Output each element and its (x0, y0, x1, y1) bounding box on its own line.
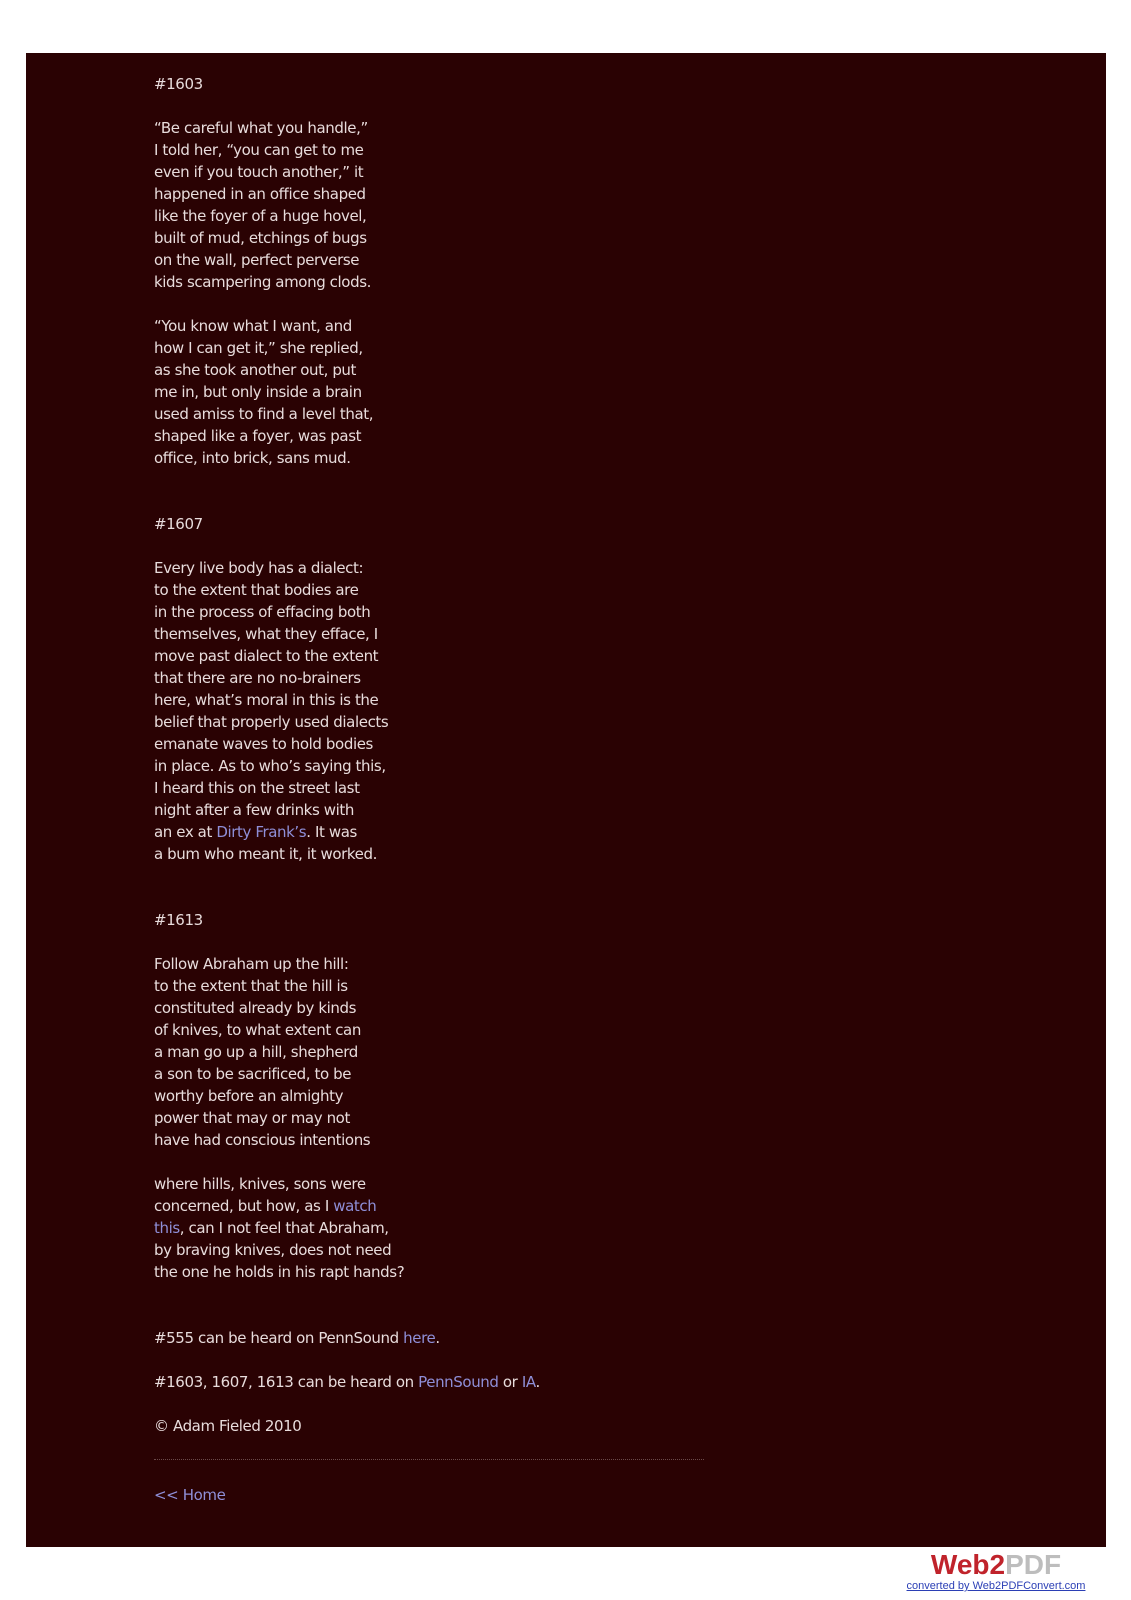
dirty-franks-link[interactable]: Dirty Frank’s (216, 823, 307, 841)
poem-line: how I can get it,” she replied, (154, 339, 363, 357)
note-text: . (535, 1373, 540, 1391)
poem-line: night after a few drinks with (154, 801, 354, 819)
poem-line: in the process of effacing both (154, 603, 371, 621)
poem-line: have had conscious intentions (154, 1131, 371, 1149)
home-link[interactable]: << Home (154, 1486, 226, 1504)
poem-line: to the extent that the hill is (154, 977, 348, 995)
poem-line: emanate waves to hold bodies (154, 735, 373, 753)
poem-line: move past dialect to the extent (154, 647, 379, 665)
poem-line-with-link (154, 1217, 754, 1239)
poem-number-1613: #1613 (154, 911, 203, 929)
note-text: . (435, 1329, 440, 1347)
pennsound-here-link[interactable]: here (403, 1329, 436, 1347)
post-content (154, 73, 754, 1506)
poem-line: office, into brick, sans mud. (154, 449, 351, 467)
poem-separator (154, 1305, 754, 1327)
poem-line: used amiss to find a level that, (154, 405, 374, 423)
poem-line: me in, but only inside a brain (154, 383, 362, 401)
note-audio (154, 1371, 754, 1393)
poem-line: a man go up a hill, shepherd (154, 1043, 358, 1061)
poem-line: by braving knives, does not need (154, 1241, 392, 1259)
logo-two: 2 (989, 1549, 1006, 1580)
poem-line: like the foyer of a huge hovel, (154, 207, 367, 225)
poem-line: a bum who meant it, it worked. (154, 845, 377, 863)
poem-separator (154, 887, 754, 909)
note-text: or (498, 1373, 522, 1391)
poem-line: I told her, “you can get to me (154, 141, 364, 159)
poem-line-with-link (154, 1195, 754, 1217)
poem-1613-stanza-1 (154, 953, 754, 1151)
watch-this-link-continued[interactable]: this (154, 1219, 180, 1237)
poem-1603-stanza-1 (154, 117, 754, 293)
poem-text: , can I not feel that Abraham, (179, 1219, 389, 1237)
poem-1607-stanza (154, 557, 754, 865)
poem-line: built of mud, etchings of bugs (154, 229, 367, 247)
poem-line: Follow Abraham up the hill: (154, 955, 349, 973)
poem-line: where hills, knives, sons were (154, 1175, 366, 1193)
poem-line: happened in an office shaped (154, 185, 366, 203)
poem-line: the one he holds in his rapt hands? (154, 1263, 405, 1281)
poem-line: here, what’s moral in this is the (154, 691, 379, 709)
poem-1613-stanza-2 (154, 1173, 754, 1283)
poem-number-1603: #1603 (154, 75, 203, 93)
poem-line: that there are no no-brainers (154, 669, 361, 687)
page-background (26, 53, 1106, 1547)
poem-line: belief that properly used dialects (154, 713, 389, 731)
poem-1603-stanza-2 (154, 315, 754, 469)
poem-line: constituted already by kinds (154, 999, 357, 1017)
poem-line: I heard this on the street last (154, 779, 360, 797)
poem-line: shaped like a foyer, was past (154, 427, 362, 445)
poem-number-1607: #1607 (154, 515, 203, 533)
poem-line: even if you touch another,” it (154, 163, 364, 181)
copyright: © Adam Fieled 2010 (154, 1417, 302, 1435)
poem-text: concerned, but how, as I (154, 1197, 334, 1215)
poem-line-with-link (154, 821, 754, 843)
note-text: #555 can be heard on PennSound (154, 1329, 404, 1347)
logo-pdf: PDF (1005, 1549, 1062, 1580)
poem-line: themselves, what they efface, I (154, 625, 378, 643)
web2pdf-logo (901, 1550, 1091, 1580)
pennsound-link[interactable]: PennSound (418, 1373, 499, 1391)
ia-link[interactable]: IA (521, 1373, 536, 1391)
poem-line: worthy before an almighty (154, 1087, 344, 1105)
poem-separator (154, 491, 754, 513)
divider (154, 1459, 704, 1460)
poem-line: to the extent that bodies are (154, 581, 359, 599)
watch-this-link[interactable]: watch (333, 1197, 377, 1215)
poem-text: . It was (306, 823, 357, 841)
poem-line: in place. As to who’s saying this, (154, 757, 386, 775)
poem-line: “Be careful what you handle,” (154, 119, 368, 137)
poem-line: as she took another out, put (154, 361, 357, 379)
web2pdf-badge[interactable] (901, 1550, 1091, 1592)
converted-by-link[interactable]: converted by Web2PDFConvert.com (906, 1580, 1086, 1592)
note-text: #1603, 1607, 1613 can be heard on (154, 1373, 419, 1391)
poem-line: power that may or may not (154, 1109, 350, 1127)
poem-line: kids scampering among clods. (154, 273, 371, 291)
note-555 (154, 1327, 754, 1349)
poem-line: of knives, to what extent can (154, 1021, 361, 1039)
poem-line: a son to be sacrificed, to be (154, 1065, 352, 1083)
poem-line: “You know what I want, and (154, 317, 352, 335)
logo-web: Web (930, 1549, 990, 1580)
poem-line: Every live body has a dialect: (154, 559, 364, 577)
poem-text: an ex at (154, 823, 217, 841)
poem-line: on the wall, perfect perverse (154, 251, 360, 269)
